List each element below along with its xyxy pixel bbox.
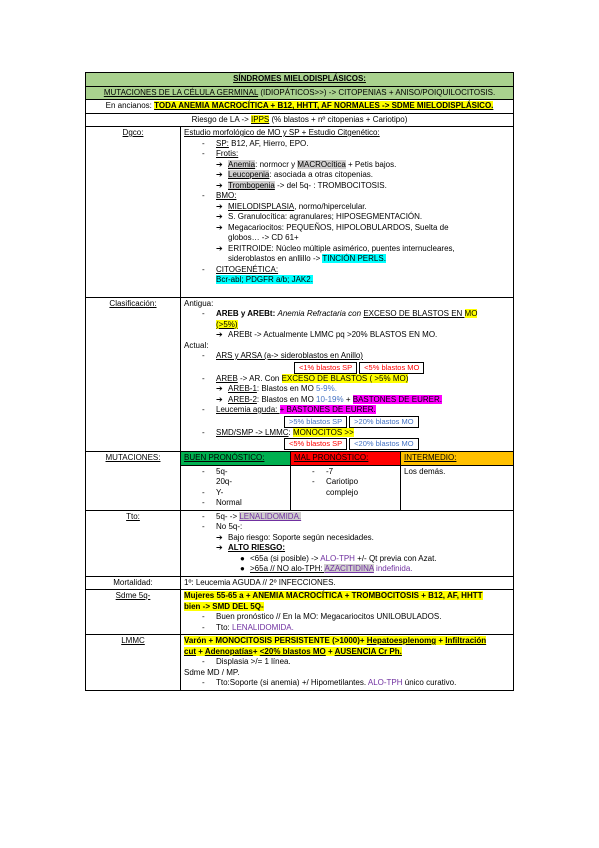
buen-item: - Normal [202,498,242,507]
sdme5q-line-1: Mujeres 55-65 a + ANEMIA MACROCÍTICA + TROMBOCITOSIS + B12, AF, HHTT [184,591,483,600]
mortalidad-label: Mortalidad: [113,577,153,587]
clasificacion-label: Clasificación: [109,298,157,308]
trombopenia-line: ➔ Trombopenia -> del 5q- : TROMBOCITOSIS. [216,180,387,190]
lmmc-line-1: Varón + MONOCITOSIS PERSISTENTE (>1000)+ Hepatoesplenomg + Infiltración [184,636,487,645]
buen-pronostico-header: BUEN PRONÓSTICO: [184,453,265,462]
menor65-line: ● <65a (si posible) -> ALO-TPH +/- Qt previa con Azat. [240,553,437,563]
antigua-label: Antigua: [184,298,214,308]
lmmc-tto: - Tto:Soporte (si anemia) +/ Hipometilantes. ALO-TPH único curativo. [202,678,457,687]
eritroide-line: ➔ ERITROIDE: Núcleo múltiple asimérico, puentes internucleares, [216,243,455,253]
lmmc-label: LMMC [121,636,145,645]
bajo-riesgo-line: ➔ Bajo riesgo: Soporte según necesidades. [216,532,374,542]
mal-item: - -7 [312,466,334,476]
sdme5q-tto: - Tto: LENALIDOMIDA. [202,622,294,632]
bmo-line: - BMO: [202,191,237,200]
areb-line: - AREB y AREBt: Anemia Refractaria con EXCESO DE BLASTOS EN MO [202,309,478,318]
citogenetica-values: Bcr-abl; PDGFR a/b; JAK2. [216,275,313,284]
mortalidad-row [86,576,514,590]
ancianos-row [86,100,514,114]
tto-5q-line: - 5q- -> LENALIDOMIDA. [202,511,302,521]
buen-item: - Y- [202,487,224,497]
lmmc-sdme: Sdme MD / MP. [184,667,240,677]
title-row [86,73,514,87]
dgco-row [86,127,514,298]
dgco-heading: Estudio morfológico de MO y SP + Estudio Citgenético: [184,128,380,137]
mal-pronostico-header: MAL PRONÓSTICO: [294,453,369,462]
smd-boxes: <5% blastos SP <20% blastos MO [184,438,510,450]
leucopenia-line: ➔ Leucopenia: asociada a otras citopenias. [216,170,373,179]
citopenias-text: (IDIOPÁTICOS>>) -> CITOPENIAS + ANISO/POIQUILOCITOSIS. [258,87,496,97]
ancianos-label: En ancianos: [105,101,155,110]
leucemia-boxes: >5% blastos SP >20% blastos MO [184,416,510,428]
areb-line-2: (>5%) [216,319,238,329]
summary-table [85,72,514,691]
smd-line: - SMD/SMP -> LMMC: MONOCITOS >> [202,427,354,437]
clasificacion-row [86,297,514,452]
leucemia-line: - Leucemia aguda: + BASTONES DE EURER. [202,405,376,414]
areb2-line: ➔ AREB-2: Blastos en MO 10-19% + BASTONES DE EURER. [216,394,442,404]
actual-label: Actual: [184,340,209,350]
megacariocitos-line: ➔ Megacariocitos: PEQUEÑOS, HIPOLOBULARDOS, Suelta de [216,222,449,232]
lmmc-line-2: cut + Adenopatías+ <20% blastos MO + AUSENCIA Cr Ph. [184,646,402,656]
mutaciones-header-row [86,452,514,466]
frotis-line: - Frotis: [202,149,239,158]
mortalidad-text: 1º: Leucemia AGUDA // 2º INFECCIONES. [184,577,336,587]
sdme5q-line-2: bien -> SMD DEL 5Q- [184,601,264,611]
sdme5q-pronostico: - Buen pronóstico // En la MO: Megacariocitos UNILOBULADOS. [202,612,442,621]
mal-item: complejo [326,487,359,497]
granulocitica-line: ➔ S. Granulocítica: agranulares; HIPOSEGMENTACIÓN. [216,212,423,221]
eritroide-line-2: sideroblastos en anllillo -> TINCIÓN PERLS. [228,254,386,263]
lmmc-row [86,635,514,691]
riesgo-label: Riesgo de LA -> [191,114,252,124]
ipps-highlight: IPPS [251,114,270,124]
page-title: SÍNDROMES MIELODISPLÁSICOS: [233,74,366,83]
megacariocitos-line-2: globos… -> CD 61+ [228,233,299,242]
mielodisplasia-line: ➔ MIELODISPLASIA, normo/hipercelular. [216,201,367,211]
sp-line: - SP: B12, AF, Hierro, EPO. [202,138,309,148]
tto-no5q-line: - No 5q-: [202,522,243,531]
buen-item: - 5q- [202,466,228,476]
citogenetica-line: - CITOGENÉTICA: [202,264,279,274]
intermedio-header: INTERMEDIO: [404,453,457,462]
sdme5q-row [86,590,514,635]
buen-item: 20q- [216,477,233,486]
areb-ar-line: - AREB -> AR. Con EXCESO DE BLASTOS ( >5% MO) [202,373,409,383]
mayor65-line: ● >65a // NO alo-TPH: AZACITIDINA indefinida. [240,564,413,573]
alto-riesgo-line: ➔ ALTO RIESGO: [216,543,286,552]
arebt-line: ➔ AREBt -> Actualmente LMMC pq >20% BLASTOS EN MO. [216,330,438,339]
intermedio-text: Los demás. [404,466,446,476]
riesgo-detail: (% blastos + nº citopenias + Cariotipo) [269,114,408,124]
areb1-line: ➔ AREB-1: Blastos en MO 5-9%. [216,384,337,393]
mal-item: - Cariotipo [312,477,359,486]
mutaciones-row [86,86,514,100]
tto-label: Tto: [126,511,140,521]
ars-boxes: <1% blastos SP <5% blastos MO [184,362,510,374]
ars-line: - ARS y ARSA (a-> sideroblastos en Anillo) [202,351,363,360]
dgco-label: Dgco: [122,128,144,137]
anemia-line: ➔ Anemia: normocr y MACROcítica + Petis bajos. [216,159,397,169]
tto-row [86,510,514,576]
mutaciones-label: MUTACIONES: [105,453,161,462]
document-sheet [85,72,513,691]
germinal-text: MUTACIONES DE LA CÉLULA GERMINAL [103,87,259,97]
riesgo-row [86,113,514,127]
sdme5q-label: Sdme 5q- [115,591,151,600]
ancianos-highlight: TODA ANEMIA MACROCÍTICA + B12, HHTT, AF NORMALES -> SDME MIELODISPLÁSICO. [154,101,494,110]
lmmc-displasia: - Displasia >/= 1 línea. [202,657,291,666]
